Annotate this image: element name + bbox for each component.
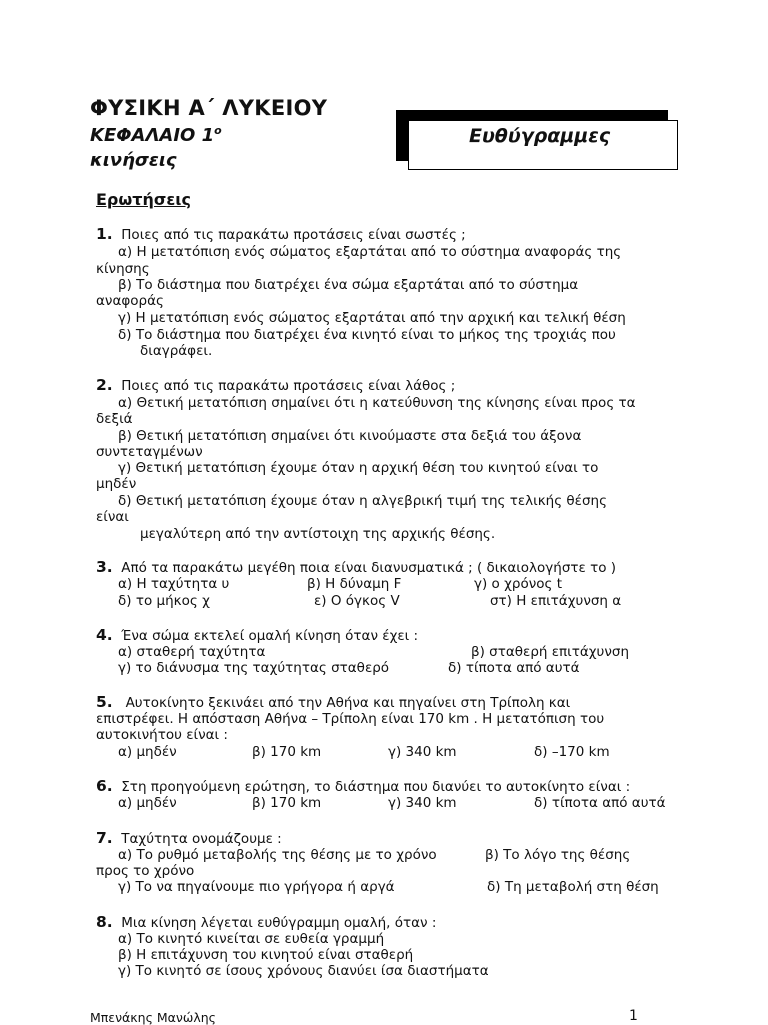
option-d: δ) Θετική μετατόπιση έχουμε όταν η αλγεβρική τιμή της τελικής θέσης [118,493,608,509]
question-text: Ταχύτητα ονομάζουμε : [121,831,282,847]
option-d: δ) Τη μεταβολή στη θέση [487,879,659,895]
question-number: 3. [96,558,113,576]
chapter-topic-part2: κινήσεις [90,150,177,171]
option-b-cont: αναφοράς [96,293,164,309]
question-number: 8. [96,913,113,931]
option-d: δ) Το διάστημα που διατρέχει ένα κινητό είναι το μήκος της τροχιάς που [118,327,616,343]
option-e: ε) Ο όγκος V [314,593,400,609]
question-text: Από τα παρακάτω μεγέθη ποια είναι διανυσματικά ; ( δικαιολογήστε το ) [121,560,617,576]
option-b-cont: συντεταγμένων [96,444,203,460]
option-c: γ) το διάνυσμα της ταχύτητας σταθερό [118,660,390,676]
page-number: 1 [629,1008,638,1024]
option-a: α) Το ρυθμό μεταβολής της θέσης με το χρόνο [118,847,437,863]
option-d: δ) τίποτα από αυτά [448,660,580,676]
chapter-label [90,124,222,146]
option-c: γ) Το κινητό σε ίσους χρόνους διανύει ίσα διαστήματα [118,963,489,979]
question-text: Ποιες από τις παρακάτω προτάσεις είναι σωστές ; [121,227,466,243]
option-b: β) σταθερή επιτάχυνση [471,644,630,660]
option-b: β) Η δύναμη F [307,576,402,592]
question-7-stem [96,830,282,847]
question-text: Μια κίνηση λέγεται ευθύγραμμη ομαλή, όταν : [121,915,437,931]
document-title: ΦΥΣΙΚΗ Α΄ ΛΥΚΕΙΟΥ [90,96,328,120]
question-6-stem [96,778,630,795]
option-b: β) 170 km [252,795,322,811]
option-d-cont: διαγράφει. [140,343,213,359]
question-2-stem [96,377,455,394]
option-a: α) Θετική μετατόπιση σημαίνει ότι η κατεύθυνση της κίνησης είναι προς τα [118,395,636,411]
question-text-cont2: αυτοκινήτου είναι : [96,727,228,743]
option-a: α) Η ταχύτητα υ [118,576,230,592]
option-c: γ) Θετική μετατόπιση έχουμε όταν η αρχική θέση του κινητού είναι το [118,460,599,476]
chapter-topic-part1: Ευθύγραμμες [469,125,611,147]
option-d-cont2: μεγαλύτερη από την αντίστοιχη της αρχικής θέσης. [140,526,496,542]
option-a: α) σταθερή ταχύτητα [118,644,266,660]
option-d-cont: είναι [96,509,129,525]
question-text: Ένα σώμα εκτελεί ομαλή κίνηση όταν έχει : [121,628,419,644]
question-text-cont: επιστρέφει. Η απόσταση Αθήνα – Τρίπολη είναι 170 km . Η μετατόπιση του [96,711,605,727]
option-b: β) Το λόγο της θέσης [485,847,631,863]
question-number: 7. [96,829,113,847]
chapter-superscript: ο [214,124,222,137]
chapter-text: ΚΕΦΑΛΑΙΟ 1 [90,125,215,146]
footer-author: Μπενάκης Μανώλης [90,1010,217,1025]
question-number: 1. [96,225,113,243]
option-a-cont: δεξιά [96,411,133,427]
option-b: β) Η επιτάχυνση του κινητού είναι σταθερή [118,947,414,963]
question-number: 5. [96,693,113,711]
option-a-cont: κίνησης [96,261,150,277]
title-box [408,120,678,170]
option-c: γ) Το να πηγαίνουμε πιο γρήγορα ή αργά [118,879,395,895]
option-c: γ) Η μετατόπιση ενός σώματος εξαρτάται από την αρχική και τελική θέση [118,310,626,326]
option-a: α) μηδέν [118,744,177,760]
question-1-stem [96,226,466,243]
option-c: γ) 340 km [388,744,457,760]
question-number: 6. [96,777,113,795]
question-text: Στη προηγούμενη ερώτηση, το διάστημα που διανύει το αυτοκίνητο είναι : [121,779,631,795]
question-number: 2. [96,376,113,394]
option-b-cont: προς το χρόνο [96,863,195,879]
option-c: γ) ο χρόνος t [474,576,563,592]
option-c-cont: μηδέν [96,476,137,492]
question-4-stem [96,627,418,644]
option-d: δ) το μήκος χ [118,593,210,609]
option-a: α) μηδέν [118,795,177,811]
option-b: β) Το διάστημα που διατρέχει ένα σώμα εξαρτάται από το σύστημα [118,277,579,293]
question-text: Ποιες από τις παρακάτω προτάσεις είναι λάθος ; [121,378,456,394]
question-number: 4. [96,626,113,644]
option-c: γ) 340 km [388,795,457,811]
question-3-stem [96,559,616,576]
option-a: α) Η μετατόπιση ενός σώματος εξαρτάται από το σύστημα αναφοράς της [118,244,622,260]
option-d: δ) τίποτα από αυτά [534,795,666,811]
section-title: Ερωτήσεις [96,190,191,209]
option-d: δ) –170 km [534,744,610,760]
question-5-stem [96,694,570,711]
option-b: β) 170 km [252,744,322,760]
question-text: Αυτοκίνητο ξεκινάει από την Αθήνα και πηγαίνει στη Τρίπολη και [125,695,571,711]
option-b: β) Θετική μετατόπιση σημαίνει ότι κινούμαστε στα δεξιά του άξονα [118,428,582,444]
question-8-stem [96,914,436,931]
option-a: α) Το κινητό κινείται σε ευθεία γραμμή [118,931,385,947]
option-f: στ) Η επιτάχυνση α [490,593,622,609]
